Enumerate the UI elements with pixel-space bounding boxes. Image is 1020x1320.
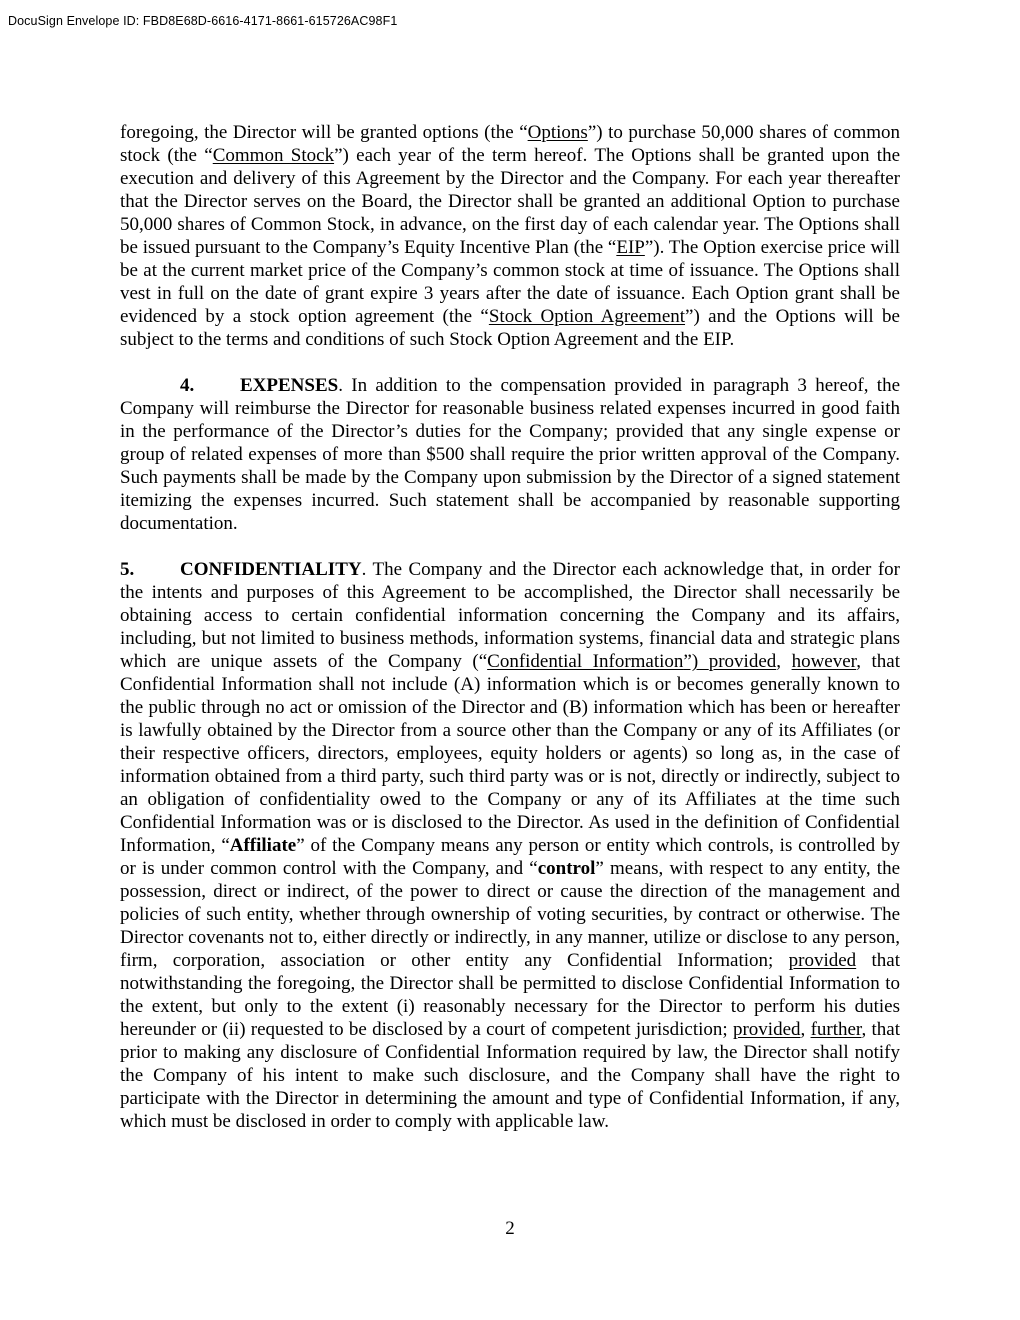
defined-term-eip: EIP [616, 237, 645, 258]
defined-term-affiliate: Affiliate [229, 835, 297, 856]
defined-term-control: control [537, 858, 596, 879]
defined-term-confidential-information: Confidential Information [487, 651, 684, 672]
paragraph-3-continuation: foregoing, the Director will be granted options (the “Options”) to purchase 50,000 shares of common stock (the “Common Stock”) each year of the term hereof. The Options shall be granted upon the execution and delivery of this Agreement by the Director and the Company. For each year thereafter that the Director serves on the Board, the Director shall be granted an additional Option to purchase 50,000 shares of Common Stock, in advance, on the first day of each calendar year. The Options shall be issued pursuant to the Company’s Equity Incentive Plan (the “EIP”). The Option exercise price will be at the current market price of the Company’s common stock at time of issuance. The Options shall vest in full on the date of grant expire 3 years after the date of issuance. Each Option grant shall be evidenced by a stock option agreement (the “Stock Option Agreement”) and the Options will be subject to the terms and conditions of such Stock Option Agreement and the EIP. [120, 122, 901, 350]
section-4-body: . In addition to the compensation provided in paragraph 3 hereof, the Company will reimburse the Director for reasonable business related expenses incurred in good faith in the performance of the Director’s duties for the Company; provided that any single expense or group of related expenses of more than $500 shall require the prior written approval of the Company. Such payments shall be made by the Company upon submission by the Director of a signed statement itemizing the expenses incurred. Such statement shall be accompanied by reasonable supporting documentation. [120, 375, 900, 534]
section-5-number: 5. [120, 559, 135, 580]
section-4-heading: EXPENSES [240, 375, 339, 396]
defined-term-stock-option-agreement: Stock Option Agreement [488, 306, 686, 327]
document-body [120, 121, 900, 1133]
section-5-heading: CONFIDENTIALITY [180, 559, 362, 580]
docusign-envelope-id: DocuSign Envelope ID: FBD8E68D-6616-4171-8661-615726AC98F1 [8, 14, 398, 28]
page-number: 2 [505, 1218, 515, 1239]
defined-term-common-stock: Common Stock [212, 145, 335, 166]
section-4-expenses [120, 374, 900, 535]
section-4-number: 4. [180, 375, 195, 396]
defined-term-options: Options [527, 122, 588, 143]
section-5-confidentiality: 5. CONFIDENTIALITY. The Company and the Director each acknowledge that, in order for the intents and purposes of this Agreement to be accomplished, the Director shall necessarily be obtaining access to certain confidential information concerning the Company and its affairs, including, but not limited to business methods, information systems, financial data and strategic plans which are unique assets of the Company (“Confidential Information”) provided, however, that Confidential Information shall not include (A) information which is or becomes generally known to the public through no act or omission of the Director and (B) information which has been or hereafter is lawfully obtained by the Director from a source other than the Company or any of its Affiliates (or their respective officers, directors, employees, equity holders or agents) so long as, in the case of information obtained from a third party, such third party was or is not, directly or indirectly, subject to an obligation of confidentiality owed to the Company or any of its Affiliates at the time such Confidential Information was or is disclosed to the Director. As used in the definition of Confidential Information, “Affiliate” of the Company means any person or entity which controls, is controlled by or is under common control with the Company, and “control” means, with respect to any entity, the possession, direct or indirect, of the power to direct or cause the direction of the management and policies of such entity, whether through ownership of voting securities, by contract or otherwise. The Director covenants not to, either directly or indirectly, in any manner, utilize or disclose to any person, firm, corporation, association or other entity any Confidential Information; provided that notwithstanding the foregoing, the Director shall be permitted to disclose Confidential Information to the extent, but only to the extent (i) reasonably necessary for the Director to perform his duties hereunder or (ii) requested to be disclosed by a court of competent jurisdiction; provided, further, that prior to making any disclosure of Confidential Information required by law, the Director shall notify the Company of his intent to make such disclosure, and the Company shall have the right to participate with the Director in determining the amount and type of Confidential Information, if any, which must be disclosed in order to comply with applicable law. [120, 559, 901, 1132]
